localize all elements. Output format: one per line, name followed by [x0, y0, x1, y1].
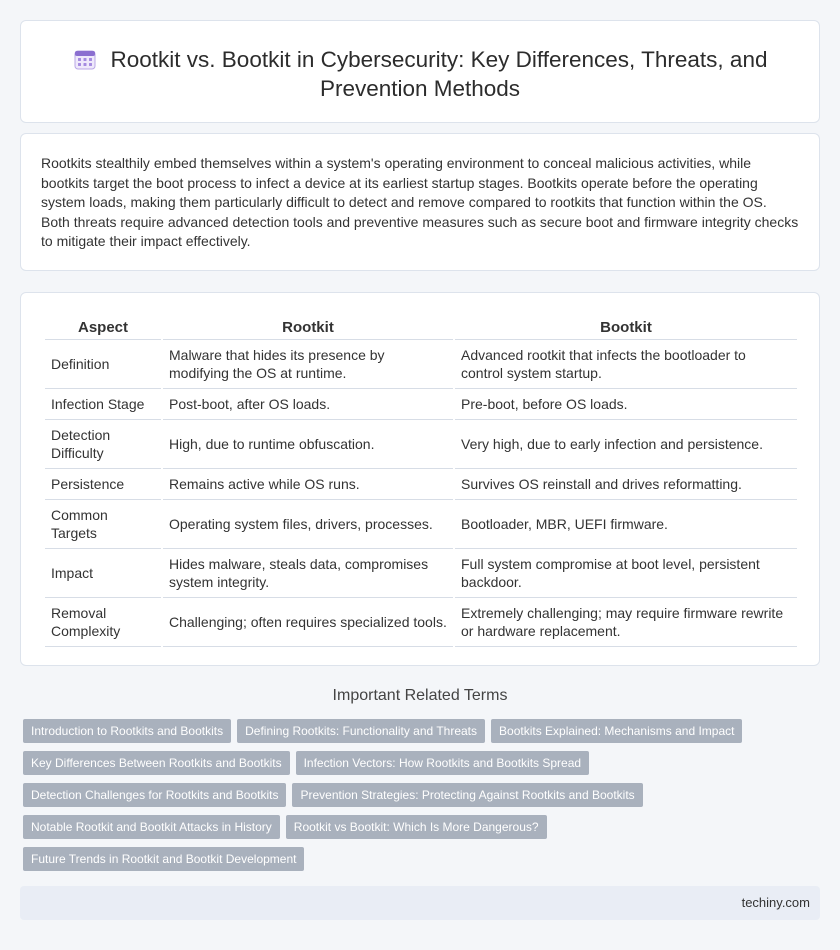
- related-term-tag[interactable]: Prevention Strategies: Protecting Against Rootkits and Bootkits: [292, 783, 642, 807]
- table-row: [45, 389, 797, 420]
- page-title: Rootkit vs. Bootkit in Cybersecurity: Key Differences, Threats, and Prevention Methods: [110, 47, 768, 101]
- rootkit-cell: Malware that hides its presence by modifying the OS at runtime.: [163, 340, 453, 389]
- calendar-icon: [73, 47, 97, 71]
- bootkit-cell: Advanced rootkit that infects the bootloader to control system startup.: [455, 340, 797, 389]
- related-terms-heading: Important Related Terms: [332, 687, 508, 704]
- title-card: [20, 20, 820, 123]
- footer-site-link[interactable]: techiny.com: [741, 895, 810, 910]
- header-rootkit: Rootkit: [163, 316, 453, 340]
- table-row: [45, 469, 797, 500]
- header-aspect: Aspect: [45, 316, 161, 340]
- related-term-tag[interactable]: Defining Rootkits: Functionality and Threats: [237, 719, 485, 743]
- related-term-tag[interactable]: Infection Vectors: How Rootkits and Bootkits Spread: [296, 751, 589, 775]
- table-row: [45, 500, 797, 549]
- related-term-tag[interactable]: Detection Challenges for Rootkits and Bootkits: [23, 783, 286, 807]
- table-row: [45, 340, 797, 389]
- row-aspect: Impact: [45, 549, 161, 598]
- related-term-tag[interactable]: Key Differences Between Rootkits and Bootkits: [23, 751, 290, 775]
- row-aspect: Persistence: [45, 469, 161, 500]
- bootkit-cell: Full system compromise at boot level, persistent backdoor.: [455, 549, 797, 598]
- page-title-wrap: [21, 45, 819, 103]
- related-term-tag[interactable]: Introduction to Rootkits and Bootkits: [23, 719, 231, 743]
- intro-paragraph: Rootkits stealthily embed themselves within a system's operating environment to conceal malicious activities, while bootkits target the boot process to infect a device at its earliest startup stages. Bootkits operate before the operating system loads, making them particularly difficult to detect and remove compared to rootkits that function within the OS. Both threats require advanced detection tools and preventive measures such as secure boot and firmware integrity checks to mitigate their impact effectively.: [41, 155, 799, 249]
- rootkit-cell: High, due to runtime obfuscation.: [163, 420, 453, 469]
- bootkit-cell: Pre-boot, before OS loads.: [455, 389, 797, 420]
- related-term-tag[interactable]: Notable Rootkit and Bootkit Attacks in History: [23, 815, 280, 839]
- related-term-tag[interactable]: Rootkit vs Bootkit: Which Is More Dangerous?: [286, 815, 547, 839]
- row-aspect: Removal Complexity: [45, 598, 161, 647]
- related-term-tag[interactable]: Bootkits Explained: Mechanisms and Impact: [491, 719, 742, 743]
- comparison-table: [43, 316, 799, 647]
- table-header-row: [45, 316, 797, 340]
- row-aspect: Detection Difficulty: [45, 420, 161, 469]
- rootkit-cell: Hides malware, steals data, compromises system integrity.: [163, 549, 453, 598]
- table-row: [45, 420, 797, 469]
- row-aspect: Infection Stage: [45, 389, 161, 420]
- bootkit-cell: Very high, due to early infection and persistence.: [455, 420, 797, 469]
- bootkit-cell: Extremely challenging; may require firmware rewrite or hardware replacement.: [455, 598, 797, 647]
- bootkit-cell: Survives OS reinstall and drives reformatting.: [455, 469, 797, 500]
- related-terms-list: [23, 719, 823, 879]
- table-row: [45, 598, 797, 647]
- bootkit-cell: Bootloader, MBR, UEFI firmware.: [455, 500, 797, 549]
- related-term-tag[interactable]: Future Trends in Rootkit and Bootkit Development: [23, 847, 304, 871]
- rootkit-cell: Post-boot, after OS loads.: [163, 389, 453, 420]
- comparison-table-card: [20, 292, 820, 666]
- row-aspect: Common Targets: [45, 500, 161, 549]
- footer-bar: [20, 886, 820, 920]
- table-row: [45, 549, 797, 598]
- rootkit-cell: Operating system files, drivers, processes.: [163, 500, 453, 549]
- rootkit-cell: Remains active while OS runs.: [163, 469, 453, 500]
- header-bootkit: Bootkit: [455, 316, 797, 340]
- row-aspect: Definition: [45, 340, 161, 389]
- rootkit-cell: Challenging; often requires specialized tools.: [163, 598, 453, 647]
- intro-card: [20, 133, 820, 271]
